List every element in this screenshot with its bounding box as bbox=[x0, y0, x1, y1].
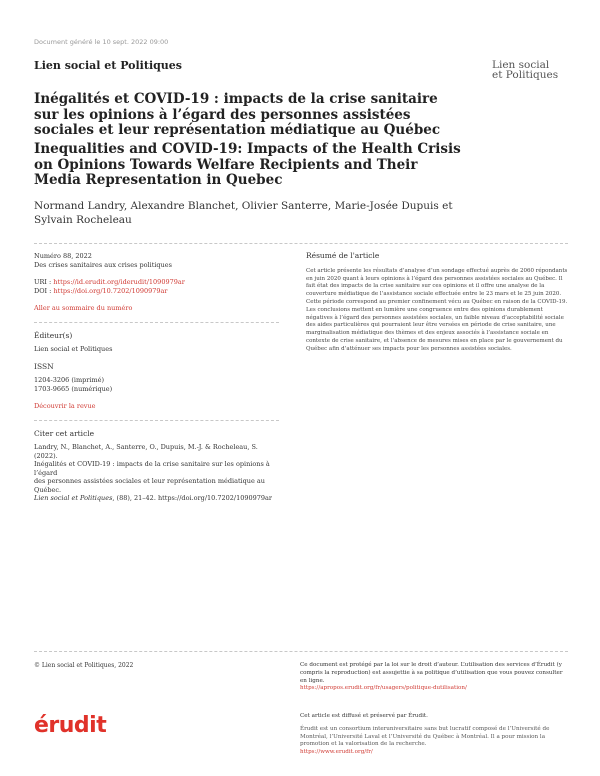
abstract-text: Cet article présente les résultats d’analyse d’un sondage effectué auprès de 2060 répondants en juin 2020 quant à leurs opinions à l’égard des personnes assistées sociales au Québec. Il fait état des impacts de la crise sanitaire sur ces opinions et il offre une analyse de la couverture médiatique de l’assistance sociale effectuée entre le 23 mars et le 25 juin 2020. Cette période correspond au premier confinement vécu au Québec en raison de la COVID-19. Les conclusions mettent en lumière une congruence entre des opinions durablement négatives à l’égard des personnes assistées sociales, un faible niveau d’acceptabilité sociale des aides particulières qui pourraient leur être versées en période de crise sanitaire, une marginalisation médiatique des thèmes et des enjeux associés à l’assistance sociale en contexte de crise sanitaire, et l’absence de mesures mises en place par le gouvernement du Québec afin d’atténuer ses impacts pour les personnes assistées sociales. bbox=[306, 267, 568, 352]
erudit-title: Cet article est diffusé et préservé par Érudit. bbox=[300, 713, 428, 719]
logo-line-1: Lien social bbox=[492, 59, 550, 71]
issue-number: Numéro 88, 2022 bbox=[34, 252, 92, 260]
authors-line-1: Normand Landry, Alexandre Blanchet, Olivier Santerre, Marie-Josée Dupuis et bbox=[34, 200, 453, 212]
authors bbox=[34, 199, 494, 227]
copyright: © Lien social et Politiques, 2022 bbox=[34, 662, 134, 669]
publisher-value: Lien social et Politiques bbox=[34, 345, 113, 353]
abstract bbox=[306, 252, 568, 354]
citation-rest: , (88), 21–42. https://doi.org/10.7202/1090979ar bbox=[112, 494, 273, 502]
doi-label: DOI : bbox=[34, 286, 52, 295]
citation-line-3: des personnes assistées sociales et leur représentation médiatique au Québec. bbox=[34, 477, 265, 494]
uri-link[interactable]: https://id.erudit.org/iderudit/1090979ar bbox=[53, 278, 185, 286]
issn-print: 1204-3206 (imprimé) bbox=[34, 376, 105, 384]
uri-line bbox=[34, 278, 279, 287]
doi-link[interactable]: https://doi.org/10.7202/1090979ar bbox=[53, 286, 168, 295]
erudit-notice bbox=[300, 713, 570, 757]
citation bbox=[34, 443, 279, 503]
authors-line-2: Sylvain Rocheleau bbox=[34, 214, 132, 226]
doi-line bbox=[34, 287, 279, 296]
issn-digital: 1703-9665 (numérique) bbox=[34, 384, 113, 393]
erudit-link[interactable]: https://www.erudit.org/fr/ bbox=[300, 749, 373, 756]
citation-line-1: Landry, N., Blanchet, A., Santerre, O., Dupuis, M.-J. & Rocheleau, S. (2022). bbox=[34, 443, 258, 460]
issue-theme: Des crises sanitaires aux crises politiques bbox=[34, 260, 172, 269]
rights-notice bbox=[300, 662, 570, 693]
title-french: Inégalités et COVID-19 : impacts de la crise sanitaire sur les opinions à l’égard des personnes assistées sociales et leur représentation médiatique au Québec bbox=[34, 91, 441, 138]
cite-label: Citer cet article bbox=[34, 428, 95, 438]
journal-name: Lien social et Politiques bbox=[34, 59, 183, 72]
divider-top bbox=[34, 243, 568, 244]
journal-logo bbox=[492, 60, 572, 80]
publisher-label: Éditeur(s) bbox=[34, 330, 73, 340]
discover-journal-link[interactable]: Découvrir la revue bbox=[34, 402, 96, 410]
generated-date: Document généré le 10 sept. 2022 09:00 bbox=[34, 38, 169, 46]
divider-bottom bbox=[34, 651, 568, 652]
citation-journal: Lien social et Politiques bbox=[34, 494, 113, 502]
erudit-description: Érudit est un consortium interuniversitaire sans but lucratif composé de l’Université de Montréal, l’Université Laval et l’Université du Québec à Montréal. Il a pour mission la promotion et la valorisation de la recherche. bbox=[300, 725, 550, 748]
abstract-label: Résumé de l'article bbox=[306, 251, 380, 260]
issue-summary-link[interactable]: Aller au sommaire du numéro bbox=[34, 304, 133, 312]
citation-line-4 bbox=[34, 494, 279, 503]
erudit-logo: érudit bbox=[34, 713, 107, 738]
rights-text: Ce document est protégé par la loi sur le droit d’auteur. L’utilisation des services d’Érudit (y compris la reproduction) est assujettie à sa politique d’utilisation que vous pouvez consulter en ligne. bbox=[300, 662, 563, 684]
usage-policy-link[interactable]: https://apropos.erudit.org/fr/usagers/politique-dutilisation/ bbox=[300, 685, 467, 692]
uri-label: URI : bbox=[34, 278, 52, 286]
title-english: Inequalities and COVID-19: Impacts of the Health Crisis on Opinions Towards Welfare Recipients and Their Media Representation in Quebec bbox=[34, 141, 461, 188]
article-metadata bbox=[34, 252, 279, 503]
citation-line-2: Inégalités et COVID-19 : impacts de la crise sanitaire sur les opinions à l’égard bbox=[34, 460, 270, 477]
logo-line-2: et Politiques bbox=[492, 69, 559, 81]
issn-label: ISSN bbox=[34, 361, 54, 371]
